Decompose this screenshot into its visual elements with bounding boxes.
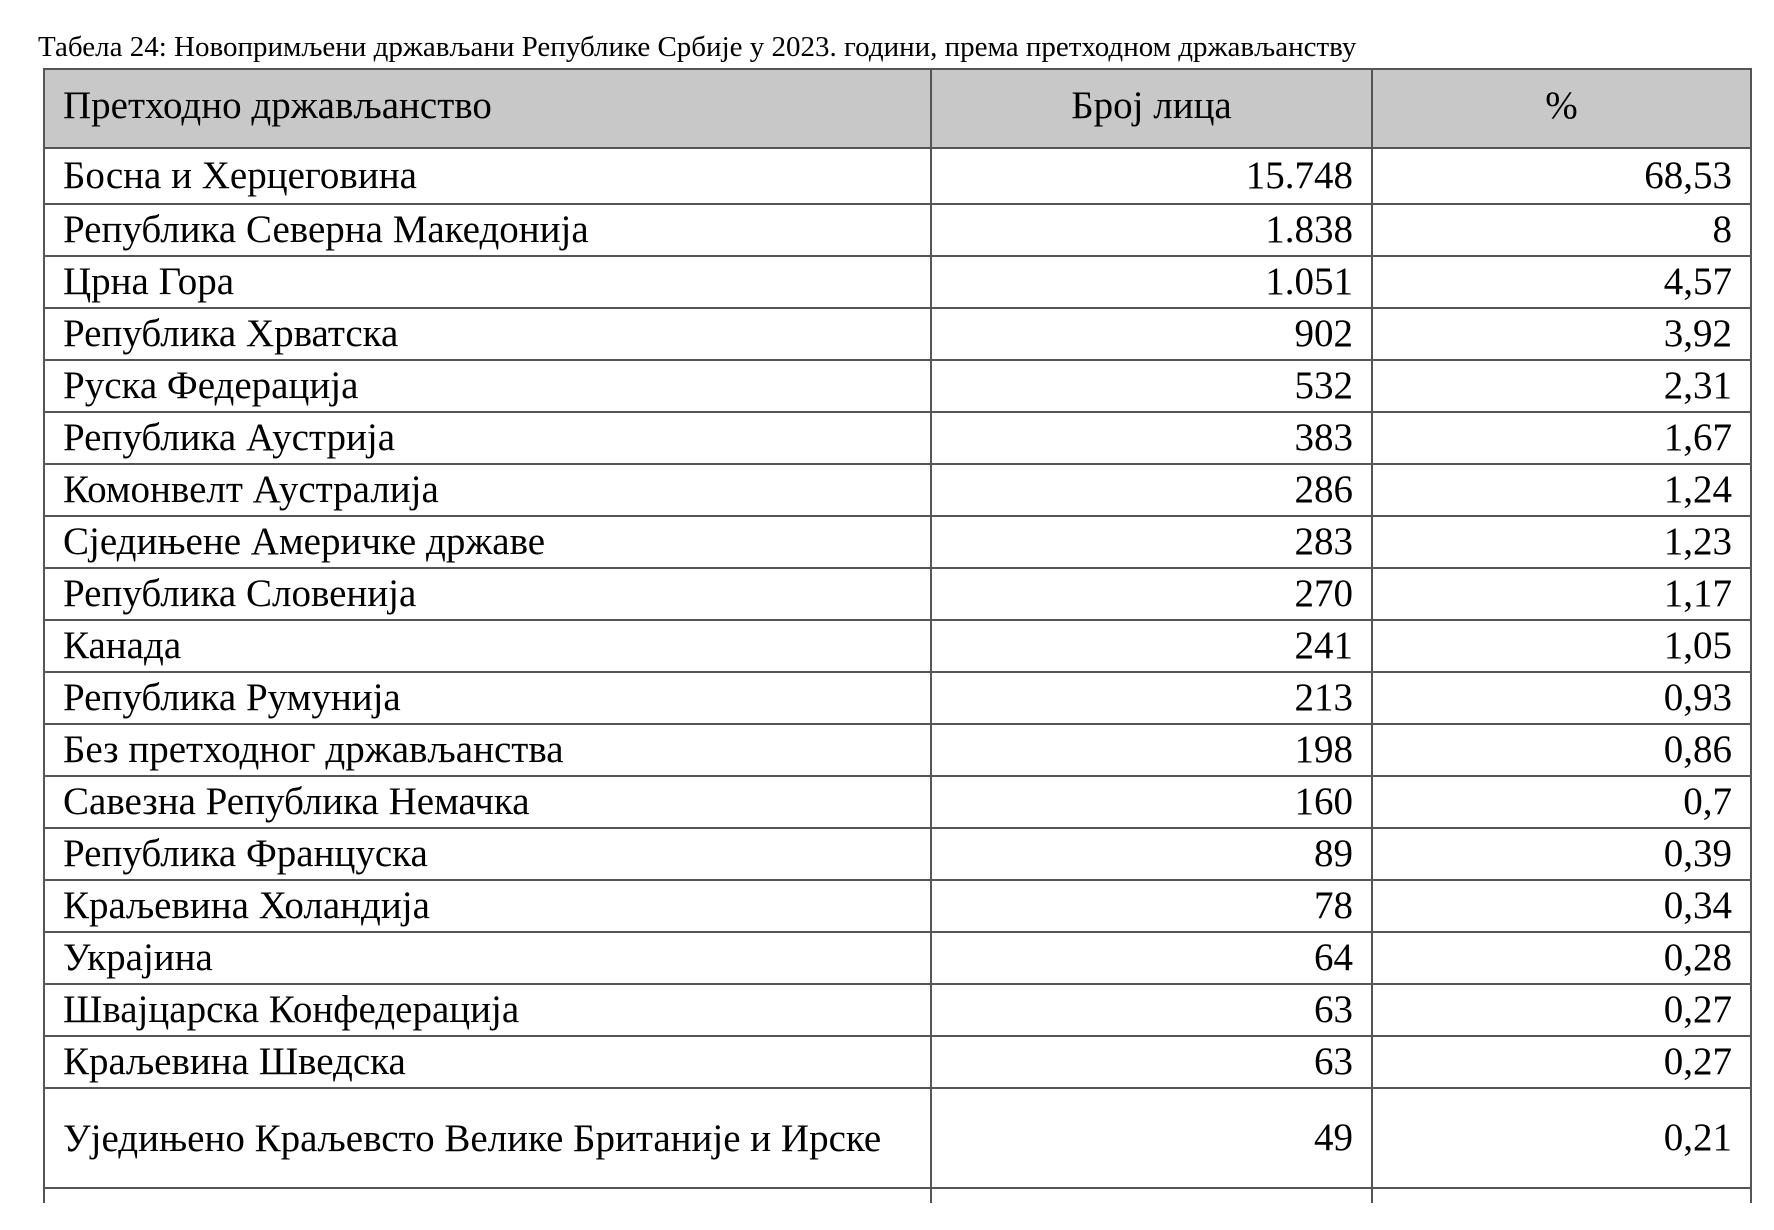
table-row [44, 776, 1751, 828]
percent-cell: 0,39 [1372, 828, 1751, 880]
country-cell: Руска Федерација [44, 360, 931, 412]
table-row [44, 516, 1751, 568]
percent-cell: 2,31 [1372, 360, 1751, 412]
percent-cell: 0,28 [1372, 932, 1751, 984]
count-cell: 78 [931, 880, 1372, 932]
count-cell: 160 [931, 776, 1372, 828]
count-cell: 902 [931, 308, 1372, 360]
table-row [44, 672, 1751, 724]
country-cell: Краљевина Холандија [44, 880, 931, 932]
header-percent: % [1372, 69, 1751, 148]
percent-cell: 0,27 [1372, 984, 1751, 1036]
table-header-row [44, 69, 1751, 148]
citizenship-table [43, 68, 1752, 1203]
country-cell: Република Румунија [44, 672, 931, 724]
table-row [44, 568, 1751, 620]
count-cell: 15.748 [931, 148, 1372, 204]
percent-cell: 4,57 [1372, 256, 1751, 308]
table-caption: Табела 24: Новопримљени држављани Републике Србије у 2023. години, према претходном држављанству [38, 31, 1357, 63]
table-row [44, 360, 1751, 412]
table-row [44, 724, 1751, 776]
country-cell: Савезна Република Немачка [44, 776, 931, 828]
percent-cell: 0,27 [1372, 1036, 1751, 1088]
header-previous-citizenship: Претходно држављанство [44, 69, 931, 148]
percent-cell: 1,17 [1372, 568, 1751, 620]
table-row [44, 828, 1751, 880]
table-row [44, 620, 1751, 672]
country-cell: Украјина [44, 932, 931, 984]
count-cell: 49 [931, 1088, 1372, 1188]
percent-cell: 0,86 [1372, 724, 1751, 776]
count-cell: 1.051 [931, 256, 1372, 308]
count-cell: 63 [931, 984, 1372, 1036]
empty-cell [1372, 1188, 1751, 1203]
count-cell: 241 [931, 620, 1372, 672]
country-cell: Без претходног држављанства [44, 724, 931, 776]
table-row [44, 984, 1751, 1036]
table-row [44, 464, 1751, 516]
country-cell: Канада [44, 620, 931, 672]
count-cell: 383 [931, 412, 1372, 464]
count-cell: 283 [931, 516, 1372, 568]
percent-cell: 1,67 [1372, 412, 1751, 464]
table-row [44, 932, 1751, 984]
country-cell: Република Северна Македонија [44, 204, 931, 256]
percent-cell: 1,24 [1372, 464, 1751, 516]
country-cell: Република Хрватска [44, 308, 931, 360]
country-cell: Сједињене Америчке државе [44, 516, 931, 568]
country-cell: Комонвелт Аустралија [44, 464, 931, 516]
count-cell: 89 [931, 828, 1372, 880]
count-cell: 532 [931, 360, 1372, 412]
percent-cell: 1,23 [1372, 516, 1751, 568]
header-number-of-persons: Број лица [931, 69, 1372, 148]
country-cell: Уједињено Краљевсто Велике Британије и Ирске [44, 1088, 931, 1188]
table-row [44, 256, 1751, 308]
country-cell: Босна и Херцеговина [44, 148, 931, 204]
country-cell: Црна Гора [44, 256, 931, 308]
table-row [44, 880, 1751, 932]
percent-cell: 1,05 [1372, 620, 1751, 672]
count-cell: 286 [931, 464, 1372, 516]
percent-cell: 0,7 [1372, 776, 1751, 828]
count-cell: 198 [931, 724, 1372, 776]
percent-cell: 0,21 [1372, 1088, 1751, 1188]
table-body [44, 148, 1751, 1203]
count-cell: 270 [931, 568, 1372, 620]
country-cell: Краљевина Шведска [44, 1036, 931, 1088]
percent-cell: 68,53 [1372, 148, 1751, 204]
country-cell: Република Словенија [44, 568, 931, 620]
country-cell: Република Француска [44, 828, 931, 880]
table-row [44, 204, 1751, 256]
table-row [44, 308, 1751, 360]
count-cell: 1.838 [931, 204, 1372, 256]
table-row [44, 412, 1751, 464]
percent-cell: 3,92 [1372, 308, 1751, 360]
country-cell: Швајцарска Конфедерација [44, 984, 931, 1036]
table-row [44, 148, 1751, 204]
table-row-continuation [44, 1188, 1751, 1203]
percent-cell: 0,34 [1372, 880, 1751, 932]
percent-cell: 8 [1372, 204, 1751, 256]
count-cell: 213 [931, 672, 1372, 724]
count-cell: 64 [931, 932, 1372, 984]
empty-cell [44, 1188, 931, 1203]
percent-cell: 0,93 [1372, 672, 1751, 724]
country-cell: Република Аустрија [44, 412, 931, 464]
empty-cell [931, 1188, 1372, 1203]
table-row [44, 1088, 1751, 1188]
table-row [44, 1036, 1751, 1088]
count-cell: 63 [931, 1036, 1372, 1088]
